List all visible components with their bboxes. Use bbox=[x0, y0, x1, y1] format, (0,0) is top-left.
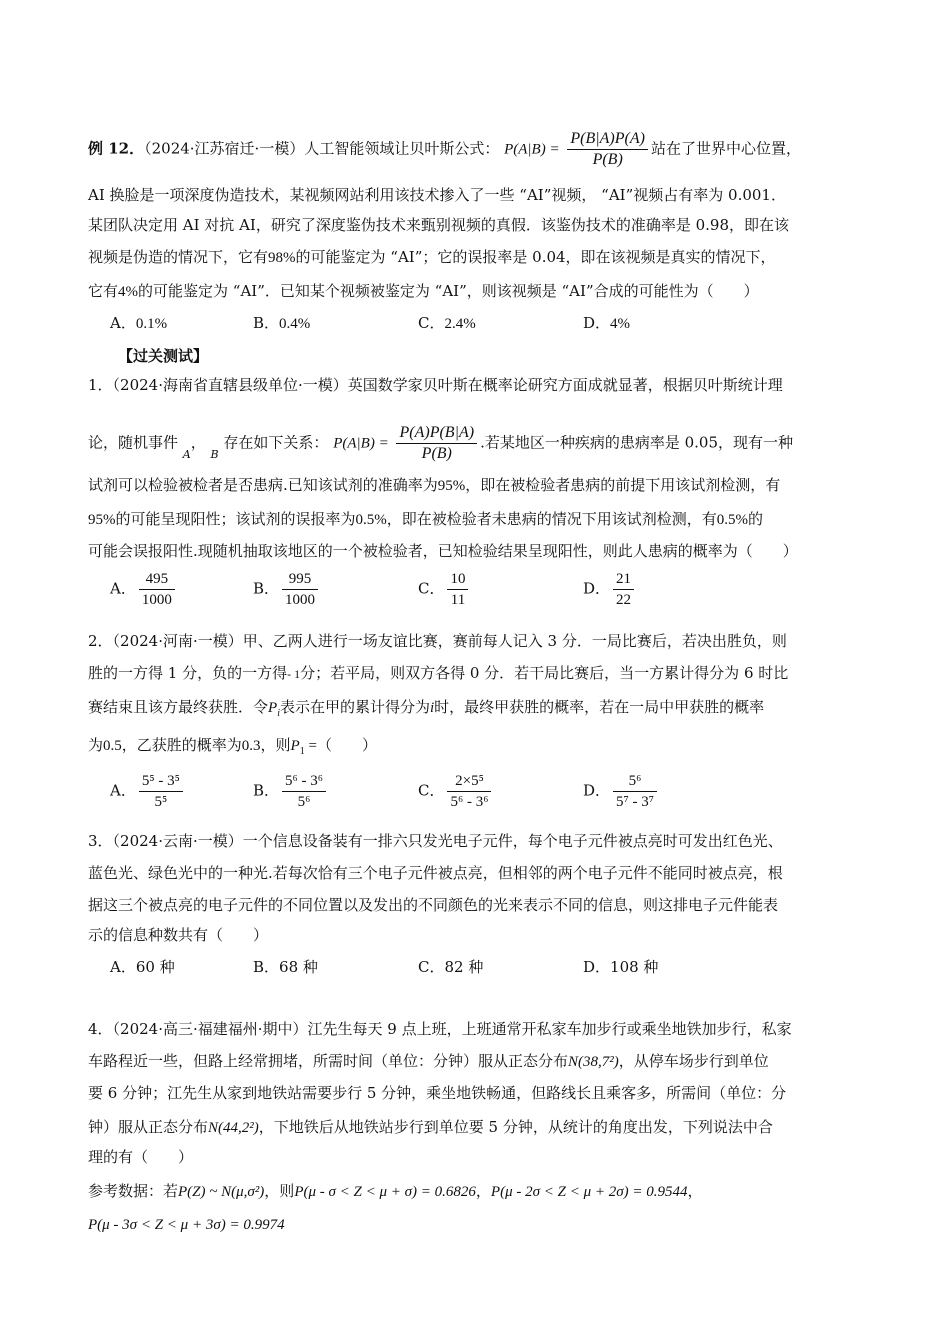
fraction-numerator: 5⁵ - 3⁵ bbox=[139, 772, 183, 792]
option-label: B． bbox=[253, 579, 280, 598]
fraction-numerator: 2×5⁵ bbox=[447, 772, 491, 792]
text-segment: 存在如下关系： bbox=[223, 433, 329, 452]
option-value: 0.1% bbox=[135, 316, 168, 332]
equals-sign: = bbox=[304, 738, 317, 754]
q2-line-3 bbox=[88, 696, 764, 725]
option-value: 4% bbox=[610, 316, 631, 332]
example-12-option-d[interactable] bbox=[583, 312, 630, 335]
option-label: A． bbox=[110, 314, 136, 332]
text-segment: ， bbox=[190, 433, 206, 452]
q4-line-2 bbox=[88, 1050, 769, 1073]
option-label: A． bbox=[110, 781, 136, 800]
option-label: D． bbox=[583, 958, 611, 976]
text-segment: 论，随机事件 bbox=[88, 433, 179, 452]
option-label: C． bbox=[418, 781, 445, 800]
minus-one: - 1 bbox=[287, 667, 301, 681]
q1-line-4 bbox=[88, 508, 763, 531]
event-a: A bbox=[182, 447, 191, 461]
q2-line-4 bbox=[88, 734, 377, 763]
text-segment: （ ） bbox=[316, 736, 377, 754]
text-segment: 的可能鉴定为 “AI”．已知某个视频被鉴定为 “AI”，则该视频是 “AI”合成的可能性为（ ） bbox=[138, 282, 759, 300]
q4-line-3: 要 6 分钟；江先生从家到地铁站需要步行 5 分钟，乘坐地铁畅通，但路线长且乘客多，所需间（单位：分 bbox=[88, 1084, 787, 1102]
bayes-formula-lhs: P(A|B) = bbox=[504, 141, 560, 158]
fraction-denominator: 1000 bbox=[141, 592, 172, 608]
example-12-line-5 bbox=[88, 280, 759, 303]
q1-option-b[interactable] bbox=[253, 570, 321, 609]
probability-value: 0.5 bbox=[103, 738, 122, 754]
q4-line-1: 4．（2024·高三·福建福州·期中）江先生每天 9 点上班，上班通常开私家车加步行或乘坐地铁加步行，私家 bbox=[88, 1020, 792, 1038]
option-value: 82 种 bbox=[444, 958, 484, 976]
option-fraction bbox=[139, 772, 183, 811]
option-value: 68 种 bbox=[279, 958, 318, 976]
q1-option-c[interactable] bbox=[418, 570, 471, 609]
q2-option-b[interactable] bbox=[253, 772, 329, 811]
example-12-line-4 bbox=[88, 246, 776, 269]
text-segment: 试剂可以检验被检者是否患病.已知该试剂的准确率为 bbox=[88, 476, 438, 494]
p-subscript: i bbox=[277, 708, 280, 719]
text-segment: 视频是伪造的情况下，它有 bbox=[88, 248, 269, 266]
probability-value: 0.3 bbox=[241, 738, 261, 754]
fraction-numerator: 10 bbox=[447, 570, 468, 590]
example-12-option-b[interactable] bbox=[253, 312, 310, 335]
q3-line-3: 据这三个被点亮的电子元件的不同位置以及发出的不同颜色的光来表示不同的信息，则这排电子元件能表 bbox=[88, 896, 779, 914]
text-segment: ， bbox=[475, 1182, 491, 1200]
option-label: B． bbox=[253, 958, 280, 976]
fraction-denominator: 1000 bbox=[285, 592, 316, 608]
text-segment: 的 bbox=[748, 510, 764, 528]
text-segment: 胜的一方得 1 分，负的一方得 bbox=[88, 664, 288, 682]
i-symbol: i bbox=[429, 700, 435, 716]
option-label: C． bbox=[418, 579, 445, 598]
fraction-denominator: 5⁶ bbox=[297, 794, 311, 810]
text-segment: ，则 bbox=[264, 1182, 295, 1200]
example-source: （2024·江苏宿迁·一模）人工智能领域让贝叶斯公式： bbox=[144, 139, 500, 158]
option-value: 60 种 bbox=[135, 958, 175, 976]
bayes-formula-fraction bbox=[567, 130, 648, 169]
bayes-formula-denominator: P(B) bbox=[592, 151, 623, 168]
option-label: A． bbox=[110, 579, 136, 598]
q4-line-4 bbox=[88, 1116, 773, 1139]
option-fraction bbox=[139, 570, 175, 609]
option-label: C． bbox=[418, 958, 445, 976]
fraction-denominator: 5⁵ bbox=[154, 794, 168, 810]
q4-reference-line-1 bbox=[88, 1180, 703, 1203]
text-segment: 赛结束且该方最终获胜．令 bbox=[88, 698, 269, 716]
q4-reference-line-2 bbox=[88, 1213, 285, 1236]
q3-line-2: 蓝色光、绿色光中的一种光.若每次恰有三个电子元件被点亮，但相邻的两个电子元件不能同时被点亮，根 bbox=[88, 864, 783, 882]
option-label: D． bbox=[583, 579, 611, 598]
q1-option-a[interactable] bbox=[110, 570, 178, 609]
text-segment: ，下地铁后从地铁站步行到单位要 5 分钟，从统计的角度出发，下列说法中合 bbox=[258, 1118, 773, 1136]
option-label: A． bbox=[110, 958, 136, 976]
example-12-line-3: 某团队决定用 AI 对抗 AI，研究了深度鉴伪技术来甄别视频的真假．该鉴伪技术的准确率是 0.98，即在该 bbox=[88, 216, 789, 234]
q1-line-2 bbox=[88, 424, 793, 463]
q2-line-1: 2．（2024·河南·一模）甲、乙两人进行一场友谊比赛，赛前每人记入 3 分．一局比赛后，若决出胜负，则 bbox=[88, 632, 787, 650]
text-segment: 为 bbox=[88, 736, 104, 754]
fraction-numerator: 495 bbox=[139, 570, 175, 590]
reference-formula: P(Z) ~ N(μ,σ²) bbox=[178, 1184, 265, 1200]
q3-option-b[interactable] bbox=[253, 956, 318, 978]
example-12-option-c[interactable] bbox=[418, 312, 476, 335]
text-segment: 它有 bbox=[88, 282, 119, 300]
q3-line-1: 3．（2024·云南·一模）一个信息设备装有一排六只发光电子元件，每个电子元件被点亮时可发出红色光、 bbox=[88, 832, 783, 850]
text-segment: 的可能呈现阳性；该试剂的误报率为 bbox=[115, 510, 356, 528]
reference-formula: P(μ - σ < Z < μ + σ) = 0.6826 bbox=[294, 1184, 476, 1200]
event-b: B bbox=[210, 447, 219, 461]
text-segment: 分；若平局，则双方各得 0 分．若干局比赛后，当一方累计得分为 6 时比 bbox=[300, 664, 789, 682]
q3-option-a[interactable] bbox=[110, 956, 175, 978]
option-fraction bbox=[282, 570, 318, 609]
fraction-denominator: 11 bbox=[450, 592, 466, 608]
q1-option-d[interactable] bbox=[583, 570, 637, 609]
text-segment: ，则 bbox=[260, 736, 291, 754]
option-label: B． bbox=[253, 781, 280, 800]
option-fraction bbox=[613, 570, 634, 609]
example-12-option-a[interactable] bbox=[110, 312, 167, 335]
text-segment: .若某地区一种疾病的患病率是 0.05，现有一种 bbox=[480, 433, 793, 452]
example-label: 例 12． bbox=[88, 139, 145, 158]
p-symbol: P bbox=[268, 700, 278, 716]
option-label: C． bbox=[418, 314, 445, 332]
fraction-denominator: 5⁶ - 3⁶ bbox=[450, 794, 489, 810]
text-segment: 时，最终甲获胜的概率，若在一局中甲获胜的概率 bbox=[434, 698, 765, 716]
q1-line-5: 可能会误报阳性.现随机抽取该地区的一个被检验者，已知检验结果呈现阳性，则此人患病的概率为（ ） bbox=[88, 542, 798, 560]
q2-option-a[interactable] bbox=[110, 772, 186, 811]
text-segment: 参考数据：若 bbox=[88, 1182, 179, 1200]
fraction-numerator: 995 bbox=[282, 570, 318, 590]
text-segment: ，即在被检验者患病的前提下用该试剂检测，有 bbox=[465, 476, 781, 494]
fraction-numerator: 21 bbox=[613, 570, 634, 590]
section-title: 【过关测试】 bbox=[118, 347, 209, 365]
bayes-formula-numerator: P(A)P(B|A) bbox=[396, 424, 477, 444]
text-segment: ， bbox=[687, 1182, 703, 1200]
example-12-line-2: AI 换脸是一项深度伪造技术，某视频网站利用该技术掺入了一些 “AI”视频， “AI”视频占有率为 0.001． bbox=[88, 186, 786, 204]
bayes-formula-lhs: P(A|B) = bbox=[333, 435, 389, 452]
percent-value: 0.5% bbox=[355, 512, 387, 528]
reference-formula: P(μ - 3σ < Z < μ + 3σ) = 0.9974 bbox=[88, 1217, 285, 1233]
percent-value: 98% bbox=[268, 250, 296, 266]
q4-line-5: 理的有（ ） bbox=[88, 1148, 194, 1166]
text-segment: ，即在被检验者未患病的情况下用该试剂检测，有 bbox=[386, 510, 717, 528]
text-segment: 车路程近一些，但路上经常拥堵，所需时间（单位：分钟）服从正态分布 bbox=[88, 1052, 569, 1070]
bayes-formula-numerator: P(B|A)P(A) bbox=[567, 130, 648, 150]
bayes-formula-fraction bbox=[396, 424, 477, 463]
text-segment: 钟）服从正态分布 bbox=[88, 1118, 209, 1136]
q2-option-c[interactable] bbox=[418, 772, 494, 811]
example-12-line-1 bbox=[88, 130, 801, 169]
option-fraction bbox=[613, 772, 657, 811]
percent-value: 95% bbox=[88, 512, 116, 528]
q2-line-2 bbox=[88, 662, 788, 685]
q3-option-c[interactable] bbox=[418, 956, 483, 978]
option-fraction bbox=[447, 570, 468, 609]
option-label: D． bbox=[583, 781, 611, 800]
text-segment: 表示在甲的累计得分为 bbox=[279, 698, 430, 716]
p-subscript: 1 bbox=[299, 746, 305, 757]
option-value: 2.4% bbox=[444, 316, 476, 332]
fraction-numerator: 5⁶ - 3⁶ bbox=[282, 772, 326, 792]
percent-value: 0.5% bbox=[716, 512, 749, 528]
fraction-denominator: 5⁷ - 3⁷ bbox=[616, 794, 654, 810]
normal-distribution: N(38,7²) bbox=[568, 1054, 619, 1070]
bayes-formula-denominator: P(B) bbox=[421, 445, 452, 462]
option-value: 108 种 bbox=[610, 958, 659, 976]
q1-line-1: 1．（2024·海南省直辖县级单位·一模）英国数学家贝叶斯在概率论研究方面成就显著，根据贝叶斯统计理 bbox=[88, 376, 783, 394]
text-segment: 的可能鉴定为 “AI”；它的误报率是 0.04，即在该视频是真实的情况下， bbox=[295, 248, 776, 266]
percent-value: 4% bbox=[118, 284, 139, 300]
option-fraction bbox=[282, 772, 326, 811]
text-segment: ，乙获胜的概率为 bbox=[121, 736, 242, 754]
q2-option-d[interactable] bbox=[583, 772, 660, 811]
fraction-denominator: 22 bbox=[616, 592, 632, 608]
option-label: B． bbox=[253, 314, 280, 332]
q3-line-4: 示的信息种数共有（ ） bbox=[88, 926, 269, 944]
q1-line-3 bbox=[88, 474, 780, 497]
option-value: 0.4% bbox=[279, 316, 311, 332]
normal-distribution: N(44,2²) bbox=[208, 1120, 259, 1136]
text-segment: ，从停车场步行到单位 bbox=[618, 1052, 769, 1070]
option-label: D． bbox=[583, 314, 611, 332]
p-symbol: P bbox=[290, 738, 300, 754]
percent-value: 95% bbox=[437, 478, 466, 494]
example-line-1-tail: 站在了世界中心位置， bbox=[650, 139, 801, 158]
fraction-numerator: 5⁶ bbox=[613, 772, 657, 792]
q3-option-d[interactable] bbox=[583, 956, 658, 978]
reference-formula: P(μ - 2σ < Z < μ + 2σ) = 0.9544 bbox=[490, 1184, 688, 1200]
option-fraction bbox=[447, 772, 491, 811]
